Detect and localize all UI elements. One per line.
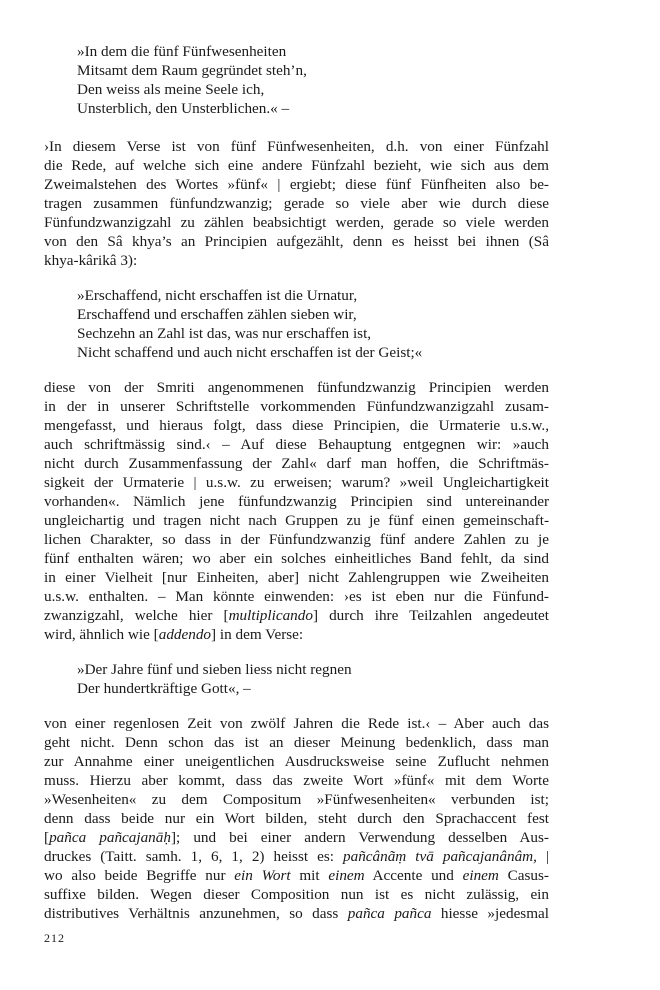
text-line: nicht durch Zusammenfassung der Zahl« darf man hoffen, die Schriftmäs-	[44, 455, 549, 472]
text-line: khya-kârikâ 3):	[44, 252, 138, 269]
text-line: von einer regenlosen Zeit von zwölf Jahren die Rede ist.‹ – Aber auch das	[44, 715, 549, 732]
italic-term: pañca pañcajanāḥ	[49, 829, 171, 846]
text-line: ungleichartig und tragen nicht nach Gruppen zu je fünf einen gemeinschaft-	[44, 512, 549, 529]
text-run: [	[44, 829, 50, 846]
text-line: Fünfundzwanzigzahl zu zählen beabsichtigt werden, gerade so viele werden	[44, 214, 549, 231]
text-run: |	[536, 848, 549, 865]
text-line: zur Annahme einer uneigentlichen Ausdrucksweise seine Zuflucht nehmen	[44, 753, 549, 770]
verse-line: »In dem die fünf Fünfwesenheiten	[77, 43, 287, 60]
text-line	[44, 828, 549, 847]
text-run: Accente und	[364, 867, 463, 884]
page-number: 212	[44, 931, 65, 945]
text-line	[44, 606, 549, 625]
text-line	[44, 625, 549, 644]
text-run: druckes (Taitt. samh. 1, 6, 1, 2) heisst es:	[44, 848, 343, 865]
text-run: mit	[290, 867, 329, 884]
text-line: »Wesenheiten« zu dem Compositum »Fünfwesenheiten« verbunden ist;	[44, 791, 549, 808]
verse-line: »Erschaffend, nicht erschaffen ist die Urnatur,	[77, 287, 358, 304]
italic-term: ein Wort	[234, 867, 291, 884]
italic-term: pañcânãṃ tvā pañcajanânâm,	[343, 848, 537, 865]
text-line: muss. Hierzu aber kommt, dass das zweite Wort »fünf« mit dem Worte	[44, 772, 549, 789]
verse-line: Den weiss als meine Seele ich,	[77, 81, 265, 98]
italic-term: addendo	[158, 626, 212, 643]
text-line: ›In diesem Verse ist von fünf Fünfwesenheiten, d.h. von einer Fünfzahl	[44, 138, 549, 155]
text-line	[44, 847, 549, 866]
text-line: die Rede, auf welche sich eine andere Fünfzahl bezieht, wie sich aus dem	[44, 157, 549, 174]
verse-line: Unsterblich, den Unsterblichen.« –	[77, 100, 290, 117]
text-line: diese von der Smriti angenommenen fünfundzwanzig Principien werden	[44, 379, 549, 396]
verse-line: »Der Jahre fünf und sieben liess nicht regnen	[77, 661, 352, 678]
verse-line: Mitsamt dem Raum gegründet steh’n,	[77, 62, 307, 79]
text-run: ] in dem Verse:	[211, 626, 304, 643]
text-run: Casus-	[498, 867, 549, 884]
text-line: vorhanden«. Nämlich jene fünfundzwanzig Principien sind untereinander	[44, 493, 549, 510]
text-run: ]; und bei einer andern Verwendung desselben Aus-	[170, 829, 549, 846]
text-run: distributives Verhältnis anzunehmen, so dass	[44, 905, 348, 922]
text-line: Zweimalstehen des Wortes »fünf« | ergiebt; diese fünf Fünfheiten also be-	[44, 176, 549, 193]
text-line: lichen Charakter, so dass in der Fünfundzwanzig fünf andere Zahlen zu je	[44, 531, 549, 548]
italic-term: einem	[328, 867, 365, 884]
text-line	[44, 904, 549, 923]
text-run: hiesse »jedesmal	[431, 905, 549, 922]
text-line: von den Sâ khya’s an Principien aufgezählt, denn es heisst bei ihnen (Sâ	[44, 233, 549, 250]
text-run: wird, ähnlich wie [	[44, 626, 159, 643]
italic-term: einem	[462, 867, 499, 884]
italic-term: multiplicando	[228, 607, 313, 624]
text-run: zwanzigzahl, welche hier [	[44, 607, 229, 624]
text-line: suffixe bilden. Wegen dieser Composition nun ist es nicht zulässig, ein	[44, 886, 549, 903]
text-run: ] durch ihre Teilzahlen angedeutet	[312, 607, 549, 624]
verse-line: Sechzehn an Zahl ist das, was nur erschaffen ist,	[77, 325, 372, 342]
text-line	[44, 866, 549, 885]
verse-line: Erschaffend und erschaffen zählen sieben wir,	[77, 306, 357, 323]
verse-line: Nicht schaffend und auch nicht erschaffen ist der Geist;«	[77, 344, 423, 361]
text-line: fünf enthalten wären; wo aber ein solches einheitliches Band fehlt, da sind	[44, 550, 549, 567]
text-line: in einer Vielheit [nur Einheiten, aber] nicht Zahlengruppen wie Zweiheiten	[44, 569, 549, 586]
text-line: sigkeit der Urmaterie | u.s.w. zu erweisen; warum? »weil Ungleichartigkeit	[44, 474, 549, 491]
text-line: denn dass beide nur ein Wort bilden, steht durch den Sprachaccent fest	[44, 810, 549, 827]
text-line: tragen zusammen fünfundzwanzig; gerade so viele aber wie durch diese	[44, 195, 549, 212]
text-line: in der in unserer Schriftstelle vorkommenden Fünfundzwanzigzahl zusam-	[44, 398, 549, 415]
text-run: wo also beide Begriffe nur	[44, 867, 235, 884]
text-line: auch schriftmässig sind.‹ – Auf diese Behauptung entgegnen wir: »auch	[44, 436, 549, 453]
text-line: mengefasst, und hieraus folgt, dass diese Principien, die Urmaterie u.s.w.,	[44, 417, 549, 434]
verse-line: Der hundertkräftige Gott«, –	[77, 680, 251, 697]
text-line: geht nicht. Denn schon das ist an dieser Meinung bedenklich, dass man	[44, 734, 549, 751]
text-line: u.s.w. enthalten. – Man könnte einwenden: ›es ist eben nur die Fünfund-	[44, 588, 549, 605]
italic-term: pañca pañca	[347, 905, 432, 922]
